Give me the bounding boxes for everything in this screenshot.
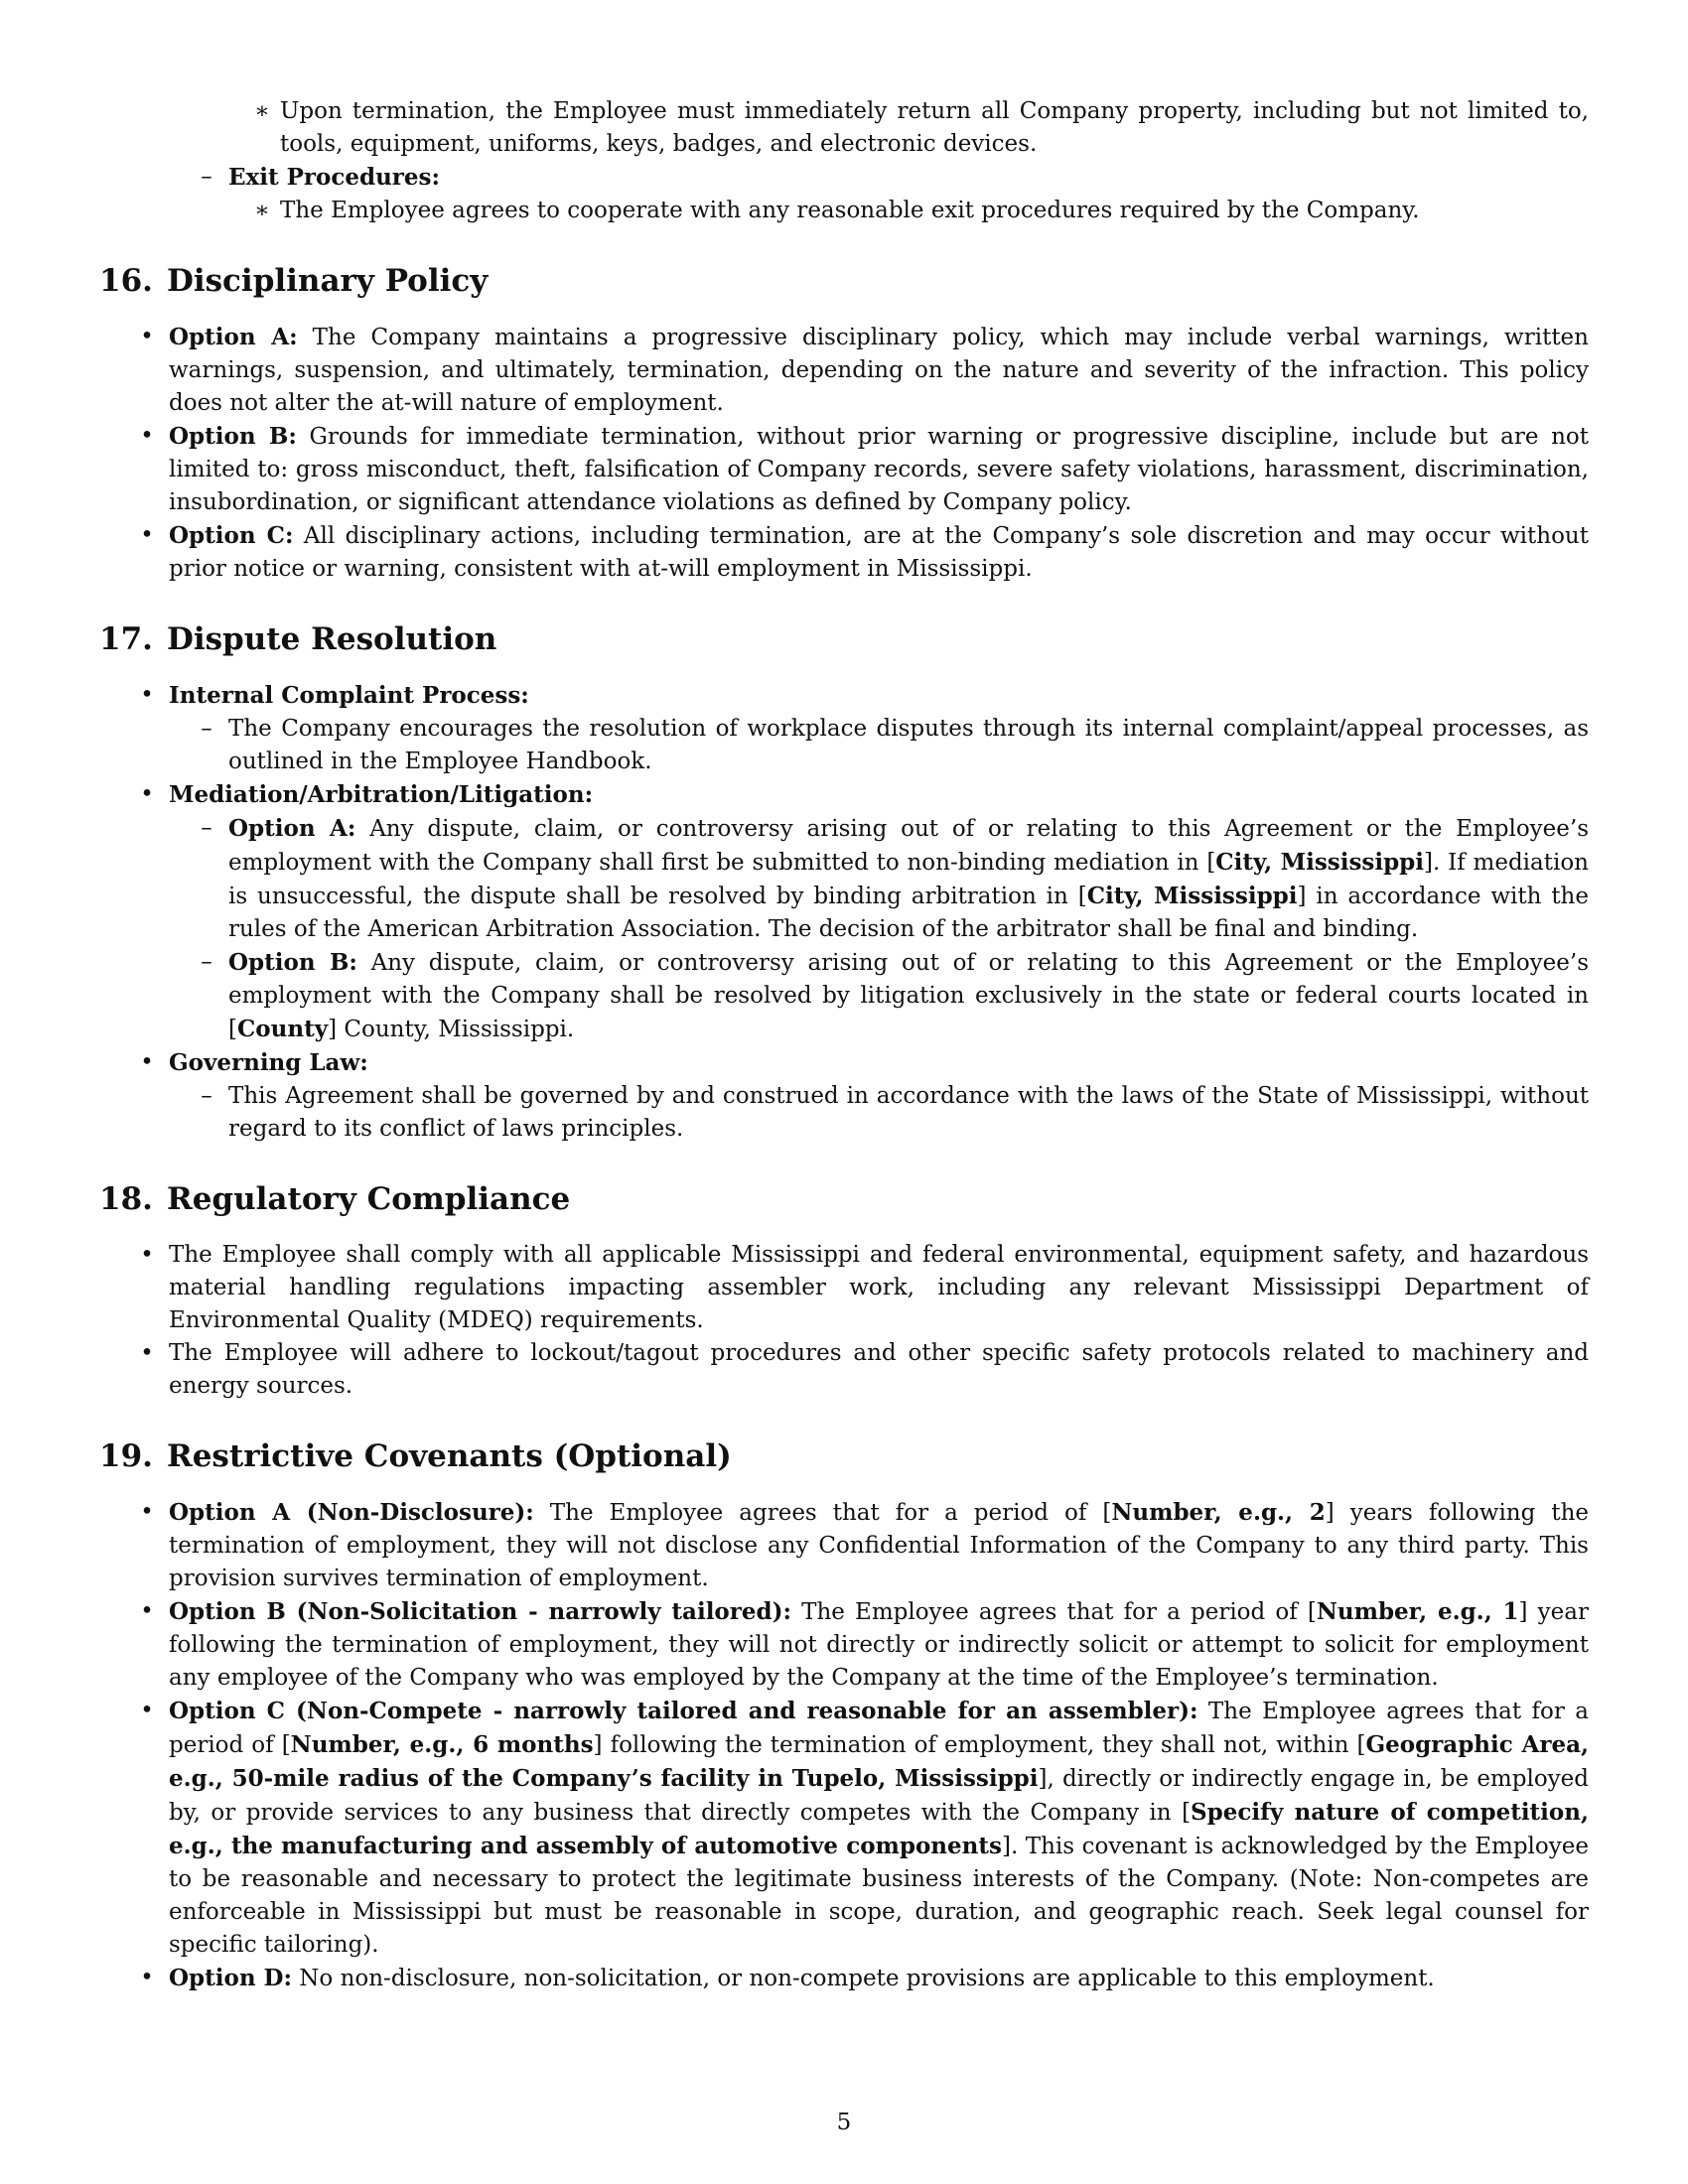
disciplinary-option-c (99, 519, 1589, 586)
option-text: Any dispute, claim, or controversy arising out of or relating to this Agreement or the Employee’s employment with the Company shall first be submitted to non-binding mediation in (228, 816, 1589, 876)
section-title: Restrictive Covenants (Optional) (166, 1438, 732, 1474)
governing-law-text: This Agreement shall be governed by and construed in accordance with the laws of the State of Mississippi, without regard to its conflict of laws principles. (228, 1083, 1589, 1142)
section-heading-18 (99, 1179, 1589, 1219)
section-number: 17. (99, 621, 153, 657)
governing-law-detail (99, 1080, 1589, 1146)
covenant-option-a: • Option A (Non-Disclosure): The Employee agrees that for a period of [Number, e.g., 2] years following the termination of employment, they will not disclose any Confidential Information of the Company to any third party. This provision survives termination of employment. (99, 1496, 1589, 1595)
page-number: 5 (836, 2110, 852, 2135)
bullet-icon: • (140, 1049, 154, 1075)
competition-nature-placeholder: Specify nature of competition, e.g., the manufacturing and assembly of automotive components (169, 1799, 1589, 1859)
option-label: Option B: (169, 423, 297, 450)
section-number: 18. (99, 1181, 153, 1217)
geographic-area-placeholder: Geographic Area, e.g., 50-mile radius of the Company’s facility in Tupelo, Mississippi (169, 1731, 1589, 1792)
bullet-icon: • (140, 522, 154, 548)
option-text: . If mediation is unsuccessful, the dispute shall be resolved by binding arbitration in (228, 850, 1589, 909)
mediation-label: Mediation/Arbitration/Litigation: (169, 781, 594, 808)
dash-bullet-icon: – (201, 716, 212, 742)
internal-complaint-label: Internal Complaint Process: (169, 682, 529, 709)
option-text: in accordance with the rules of the American Arbitration Association. The decision of the arbitrator shall be final and binding. (228, 884, 1589, 942)
option-text: No non-disclosure, non-solicitation, or non-compete provisions are applicable to this employment. (291, 1966, 1435, 1991)
asterisk-bullet-icon: ∗ (254, 198, 270, 223)
dash-bullet-icon: – (201, 949, 212, 975)
option-text: following the termination of employment, they shall not, within (602, 1732, 1357, 1758)
option-text: The Company maintains a progressive disciplinary policy, which may include verbal warnings, written warnings, suspension, and ultimately, termination, depending on the nature and severity of the infraction. This policy does not alter the at-will nature of employment. (169, 325, 1589, 416)
bullet-icon: • (140, 1698, 154, 1723)
exit-procedures-item (99, 161, 1589, 195)
governing-law-label: Governing Law: (169, 1049, 368, 1076)
bullet-icon: • (140, 1340, 154, 1366)
compliance-item-2 (99, 1337, 1589, 1403)
option-text: The Employee agrees that for a period of (533, 1500, 1103, 1526)
internal-complaint-text: The Company encourages the resolution of workplace disputes through its internal complaint/appeal processes, as outlined in the Employee Handbook. (228, 716, 1589, 774)
section-heading-19 (99, 1436, 1589, 1476)
option-text: The Employee agrees that for a period of (169, 1699, 1589, 1758)
option-text: All disciplinary actions, including termination, are at the Company’s sole discretion and may occur without prior notice or warning, consistent with at-will employment in Mississippi. (169, 523, 1589, 582)
option-label: Option B (Non-Solicitation - narrowly tailored): (169, 1598, 791, 1625)
document-page (99, 95, 1589, 1995)
bullet-icon: • (140, 781, 154, 807)
option-text: years following the termination of employment, they will not disclose any Confidential Information of the Company to any third party. This provision survives termination of employment. (169, 1500, 1589, 1591)
return-property-item (99, 95, 1589, 161)
number-placeholder: Number, e.g., 1 (1316, 1598, 1519, 1625)
dispute-option-b: – Option B: Any dispute, claim, or controversy arising out of or relating to this Agreement or the Employee’s employment with the Company shall be resolved by litigation exclusively in the state or federal courts located in [County] County, Mississippi. (99, 946, 1589, 1046)
city-placeholder: City, Mississippi (1215, 849, 1425, 876)
section-title: Regulatory Compliance (166, 1181, 571, 1217)
exit-procedures-text: The Employee agrees to cooperate with any reasonable exit procedures required by the Company. (280, 198, 1420, 223)
number-placeholder: Number, e.g., 6 months (290, 1731, 594, 1758)
bullet-icon: • (140, 682, 154, 708)
option-text: Any dispute, claim, or controversy arising out of or relating to this Agreement or the Employee’s employment with the Company shall be resolved by litigation exclusively in the state or federal courts located in (228, 950, 1589, 1009)
county-placeholder: County (236, 1016, 329, 1042)
covenant-option-c: • Option C (Non-Compete - narrowly tailored and reasonable for an assembler): The Employee agrees that for a period of [Number, e.g., 6 months] following the termination of employment, they shall not, within [Geographic Area, e.g., 50-mile radius of the Company’s facility in Tupelo, Mississippi], directly or indirectly engage in, be employed by, or provide services to any business that directly competes with the Company in [Specify nature of competition, e.g., the manufacturing and assembly of automotive components]. This covenant is acknowledged by the Employee to be reasonable and necessary to protect the legitimate business interests of the Company. (Note: Non-competes are enforceable in Mississippi but must be reasonable in scope, duration, and geographic reach. Seek legal counsel for specific tailoring). (99, 1695, 1589, 1962)
governing-law-item (99, 1046, 1589, 1080)
option-label: Option A: (228, 815, 356, 842)
compliance-text: The Employee shall comply with all applicable Mississippi and federal environmental, equipment safety, and hazardous material handling regulations impacting assembler work, including any relevant Mississippi Department of Environmental Quality (MDEQ) requirements. (169, 1242, 1589, 1333)
dash-bullet-icon: – (201, 815, 212, 841)
mediation-item (99, 778, 1589, 812)
option-text: Grounds for immediate termination, without prior warning or progressive discipline, include but are not limited to: gross misconduct, theft, falsification of Company records, severe safety violations, harassment, discrimination, insubordination, or significant attendance violations as defined by Company policy. (169, 424, 1589, 515)
option-text: year following the termination of employment, they will not directly or indirectly solicit or attempt to solicit for employment any employee of the Company who was employed by the Company at the time of the Employee’s termination. (169, 1599, 1589, 1691)
return-property-text: Upon termination, the Employee must immediately return all Company property, including but not limited to, tools, equipment, uniforms, keys, badges, and electronic devices. (280, 98, 1589, 157)
dash-bullet-icon: – (201, 164, 212, 190)
section-title: Disciplinary Policy (166, 263, 489, 299)
covenant-option-b: • Option B (Non-Solicitation - narrowly tailored): The Employee agrees that for a period of [Number, e.g., 1] year following the termination of employment, they will not directly or indirectly solicit or attempt to solicit for employment any employee of the Company who was employed by the Company at the time of the Employee’s termination. (99, 1595, 1589, 1695)
option-text: . This covenant is acknowledged by the Employee to be reasonable and necessary to protect the legitimate business interests of the Company. (Note: Non-competes are enforceable in Mississippi but must be reasonable in scope, duration, and geographic reach. Seek legal counsel for specific tailoring). (169, 1834, 1589, 1958)
internal-complaint-item (99, 679, 1589, 713)
asterisk-bullet-icon: ∗ (254, 98, 270, 124)
option-label: Option C (Non-Compete - narrowly tailored and reasonable for an assembler): (169, 1698, 1198, 1724)
option-label: Option D: (169, 1965, 292, 1991)
section-title: Dispute Resolution (166, 621, 497, 657)
option-text: The Employee agrees that for a period of (790, 1599, 1308, 1625)
bullet-icon: • (140, 1242, 154, 1268)
bullet-icon: • (140, 1598, 154, 1624)
section-heading-17 (99, 619, 1589, 659)
section-heading-16 (99, 261, 1589, 301)
compliance-item-1 (99, 1239, 1589, 1337)
option-label: Option A (Non-Disclosure): (169, 1499, 534, 1526)
option-label: Option C: (169, 522, 294, 549)
option-label: Option A: (169, 324, 298, 350)
dispute-option-a: – Option A: Any dispute, claim, or controversy arising out of or relating to this Agreement or the Employee’s employment with the Company shall first be submitted to non-binding mediation in [City, Mississippi]. If mediation is unsuccessful, the dispute shall be resolved by binding arbitration in [City, Mississippi] in accordance with the rules of the American Arbitration Association. The decision of the arbitrator shall be final and binding. (99, 812, 1589, 946)
option-text: , directly or indirectly engage in, be employed by, or provide services to any business that directly competes with the Company in (169, 1766, 1589, 1826)
option-text: County, Mississippi. (337, 1017, 575, 1042)
disciplinary-option-b (99, 420, 1589, 519)
bullet-icon: • (140, 1499, 154, 1525)
disciplinary-option-a (99, 321, 1589, 420)
covenant-option-d (99, 1962, 1589, 1995)
number-placeholder: Number, e.g., 2 (1111, 1499, 1326, 1526)
internal-complaint-detail (99, 713, 1589, 778)
exit-procedures-detail (99, 195, 1589, 227)
option-label: Option B: (228, 949, 357, 976)
bullet-icon: • (140, 324, 154, 349)
compliance-text: The Employee will adhere to lockout/tagout procedures and other specific safety protocols related to machinery and energy sources. (169, 1340, 1589, 1399)
section-number: 19. (99, 1438, 153, 1474)
bullet-icon: • (140, 423, 154, 449)
city-placeholder: City, Mississippi (1086, 883, 1298, 909)
dash-bullet-icon: – (201, 1083, 212, 1109)
section-number: 16. (99, 263, 153, 299)
exit-procedures-label: Exit Procedures: (228, 164, 440, 191)
bullet-icon: • (140, 1965, 154, 1990)
